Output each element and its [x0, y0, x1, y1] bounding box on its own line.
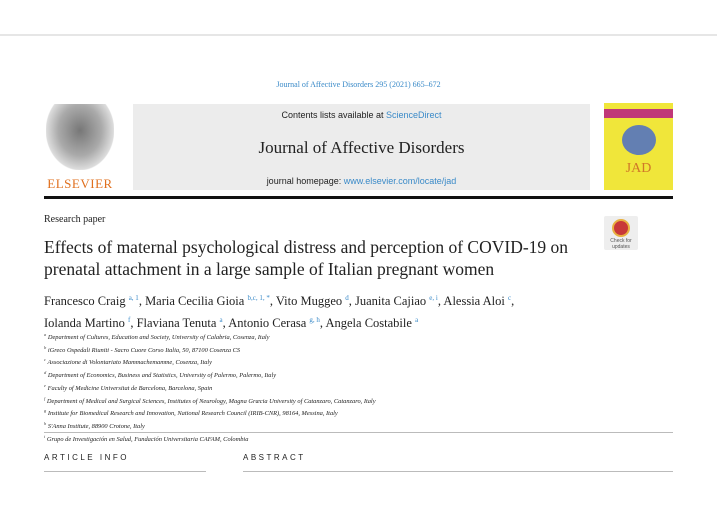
- affiliation-key: i: [44, 433, 46, 439]
- homepage-line: [133, 176, 590, 186]
- affiliation-key: b: [44, 344, 47, 350]
- article-info-heading: ARTICLE INFO: [44, 453, 129, 462]
- contents-line: [133, 110, 590, 120]
- author[interactable]: [228, 316, 325, 330]
- check-for-updates-button[interactable]: [604, 216, 638, 250]
- author-list: [44, 289, 644, 333]
- author-name: Maria Cecilia Gioia: [145, 294, 245, 309]
- author-affiliation-marks[interactable]: a, 1: [128, 294, 139, 302]
- author-separator: ,: [437, 294, 444, 309]
- author[interactable]: [276, 294, 355, 308]
- affiliation: [44, 394, 376, 407]
- author-separator: ,: [511, 294, 515, 309]
- elsevier-tree-icon: [46, 104, 114, 170]
- author-separator: ,: [269, 294, 276, 309]
- journal-banner: [133, 104, 590, 190]
- author-name: Alessia Aloi: [443, 294, 505, 309]
- affiliation: [44, 419, 376, 432]
- author-affiliation-marks[interactable]: e, i: [429, 294, 438, 302]
- section-divider: [44, 432, 673, 433]
- author-name: Francesco Craig: [44, 294, 126, 309]
- article-type: Research paper: [44, 214, 106, 225]
- author-separator: ,: [222, 316, 229, 331]
- affiliation: [44, 343, 376, 356]
- affiliation-key: a: [44, 332, 47, 337]
- affiliation-text: Institute for Biomedical Research and Innovation, National Research Council (IRIB-CNR), 98164, Messina, Italy: [47, 410, 338, 418]
- author-affiliation-marks[interactable]: c: [508, 294, 512, 302]
- affiliation-text: iGreco Ospedali Riuniti - Sacro Cuore Corso Italia, 50, 87100 Cosenza CS: [47, 346, 241, 354]
- journal-title: Journal of Affective Disorders: [258, 138, 465, 157]
- author-affiliation-marks[interactable]: d: [345, 294, 349, 302]
- top-divider: [0, 34, 717, 36]
- author-separator: ,: [130, 316, 137, 331]
- affiliation-text: Associazione di Volontariato Mammachemamme, Cosenza, Italy: [47, 359, 213, 367]
- author-name: Angela Costabile: [325, 316, 412, 331]
- header-rule: [44, 196, 673, 199]
- author[interactable]: [145, 294, 276, 308]
- author-affiliation-marks[interactable]: g, h: [309, 316, 320, 325]
- author-affiliation-marks[interactable]: a: [415, 316, 419, 325]
- author[interactable]: [137, 316, 229, 330]
- affiliation-key: d: [44, 370, 47, 376]
- affiliation: [44, 381, 376, 394]
- affiliation-key: h: [44, 421, 47, 427]
- author-affiliation-marks[interactable]: f: [128, 316, 131, 325]
- sciencedirect-link[interactable]: ScienceDirect: [386, 110, 442, 120]
- author[interactable]: [443, 294, 514, 308]
- affiliation: [44, 355, 376, 368]
- author-name: Juanita Cajiao: [355, 294, 427, 309]
- affiliation-text: Department of Cultures, Education and Society, University of Calabria, Cosenza, Italy: [47, 334, 270, 342]
- affiliation-text: Department of Economics, Business and Statistics, University of Palermo, Palermo, Italy: [47, 372, 277, 380]
- cover-label: JAD: [625, 161, 652, 176]
- publisher-name: ELSEVIER: [47, 176, 113, 191]
- author-separator: ,: [138, 294, 146, 309]
- article-info-rule: [44, 471, 206, 472]
- author-name: Antonio Cerasa: [228, 316, 307, 331]
- cover-banner: [604, 109, 673, 118]
- check-updates-icon: [612, 219, 630, 237]
- author-affiliation-marks[interactable]: a: [219, 316, 223, 325]
- author[interactable]: [325, 316, 418, 330]
- author-name: Iolanda Martino: [44, 316, 125, 331]
- abstract-rule: [243, 471, 673, 472]
- author[interactable]: [44, 316, 137, 330]
- author[interactable]: [44, 294, 145, 308]
- article-title: Effects of maternal psychological distress and perception of COVID-19 on prenatal attachment in a large sample of Italian pregnant women: [44, 237, 569, 279]
- author-affiliation-marks[interactable]: b,c, 1, *: [247, 294, 270, 302]
- affiliation: [44, 330, 376, 343]
- author-separator: ,: [319, 316, 326, 331]
- author-separator: ,: [348, 294, 355, 309]
- brain-icon: [622, 125, 656, 155]
- check-updates-label: Check for updates: [610, 238, 632, 250]
- affiliation-key: e: [44, 382, 46, 388]
- affiliation-key: g: [44, 408, 47, 414]
- elsevier-logo[interactable]: [44, 104, 116, 192]
- affiliation-list: [44, 330, 376, 444]
- journal-cover[interactable]: [604, 103, 673, 190]
- affiliation-text: Grupo de Investigación en Salud, Fundación Universitaria CAFAM, Colombia: [46, 435, 249, 443]
- homepage-link[interactable]: www.elsevier.com/locate/jad: [343, 176, 457, 186]
- author-name: Vito Muggeo: [275, 294, 343, 309]
- homepage-prefix: journal homepage:: [266, 176, 344, 186]
- affiliation-key: c: [44, 357, 46, 363]
- author-name: Flaviana Tenuta: [136, 316, 217, 331]
- affiliation: [44, 368, 376, 381]
- author[interactable]: [355, 294, 443, 308]
- affiliation: [44, 406, 376, 419]
- affiliation-text: Faculty of Medicine Universitat de Barcelona, Barcelona, Spain: [47, 385, 213, 392]
- affiliation: [44, 432, 376, 445]
- affiliation-text: Department of Medical and Surgical Sciences, Institutes of Neurology, Magna Græcia University of Catanzaro, Catanzaro, Italy: [46, 397, 376, 405]
- affiliation-key: f: [44, 395, 46, 401]
- abstract-heading: ABSTRACT: [243, 453, 306, 462]
- contents-prefix: Contents lists available at: [281, 110, 387, 120]
- journal-citation[interactable]: Journal of Affective Disorders 295 (2021) 665–672: [276, 80, 441, 89]
- affiliation-text: S'Anna Institute, 88900 Crotone, Italy: [47, 423, 145, 431]
